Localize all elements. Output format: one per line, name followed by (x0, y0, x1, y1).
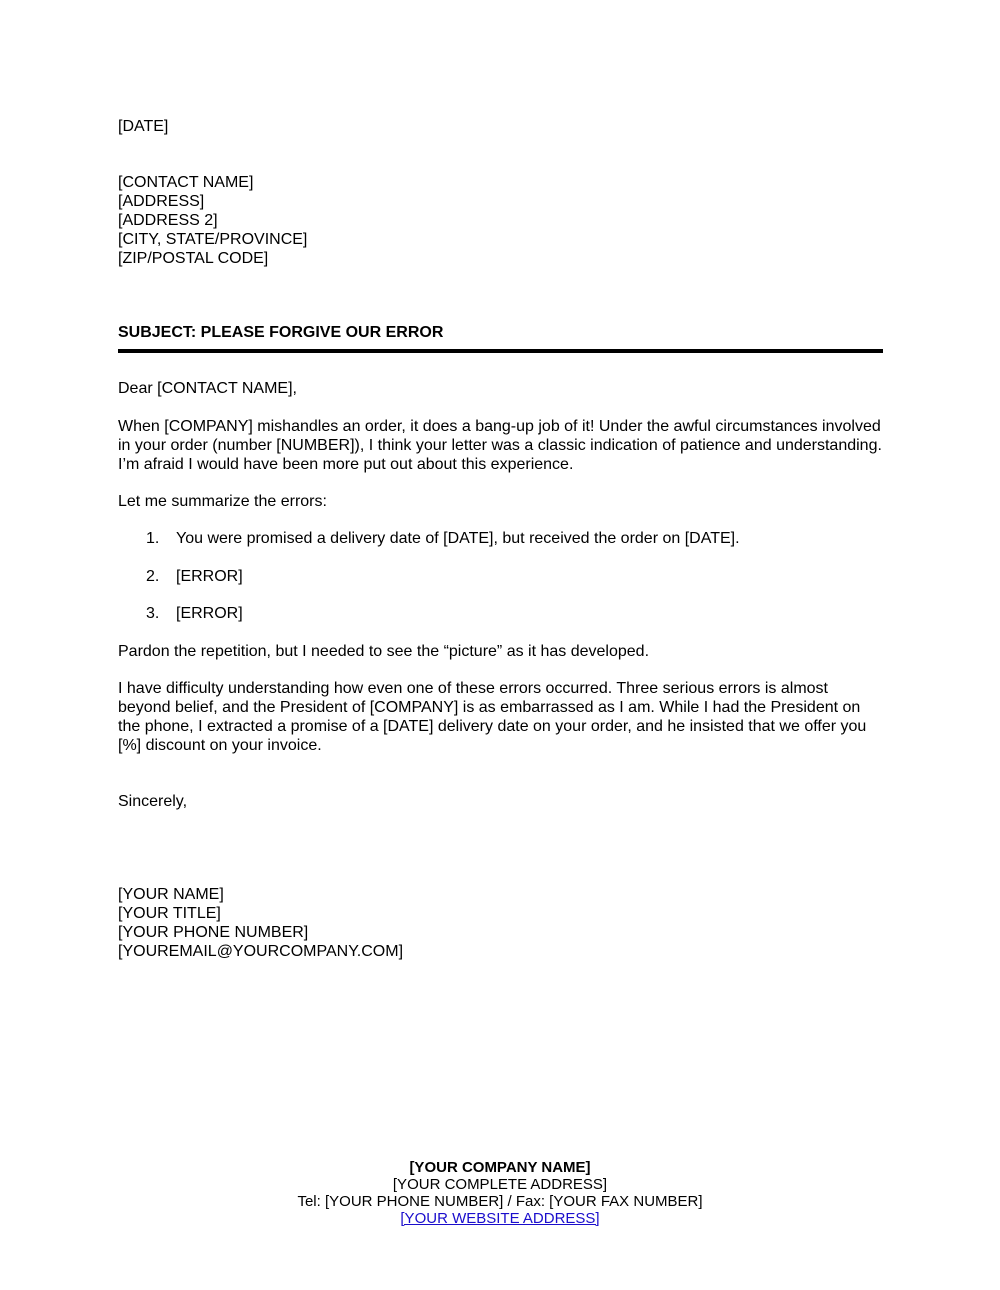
list-number: 3. (146, 605, 160, 622)
footer-contact: Tel: [YOUR PHONE NUMBER] / Fax: [YOUR FAX NUMBER] (297, 1193, 703, 1210)
signature-email: [YOUREMAIL@YOURCOMPANY.COM] (118, 943, 404, 960)
closing-text: Sincerely, (118, 793, 188, 810)
recipient-city-state: [CITY, STATE/PROVINCE] (118, 231, 308, 248)
recipient-address-block (118, 173, 883, 268)
list-text: [ERROR] (176, 568, 243, 585)
date-text: [DATE] (118, 118, 169, 135)
paragraph-3-text: I have difficulty understanding how even one of these errors occurred. Three serious errors is almost beyond belief, and the President of [COMPANY] is as embarrassed as I am. While I had the President on the phone, I extracted a promise of a [DATE] delivery date on your order, and he insisted that we offer you [%] discount on your invoice. (118, 680, 867, 754)
subject-text: SUBJECT: PLEASE FORGIVE OUR ERROR (118, 324, 444, 341)
closing (118, 792, 883, 811)
recipient-address: [ADDRESS] (118, 193, 205, 210)
error-list-item (118, 529, 883, 548)
list-number: 2. (146, 568, 160, 585)
paragraph-2-text: Pardon the repetition, but I needed to see the “picture” as it has developed. (118, 643, 650, 660)
signature-name: [YOUR NAME] (118, 886, 224, 903)
error-list-item (118, 604, 883, 623)
paragraph-1-text: When [COMPANY] mishandles an order, it does a bang-up job of it! Under the awful circumstances involved in your order (number [NUMBER]), I think your letter was a classic indication of patience and understanding. I’m afraid I would have been more put out about this experience. (118, 418, 882, 473)
letterhead-footer (0, 1159, 1000, 1227)
footer-company-name: [YOUR COMPANY NAME] (409, 1159, 591, 1176)
signature-title: [YOUR TITLE] (118, 905, 221, 922)
salutation (118, 379, 883, 398)
error-list-item (118, 567, 883, 586)
subject-line (118, 323, 883, 342)
footer-website-link[interactable]: [YOUR WEBSITE ADDRESS] (400, 1210, 600, 1227)
body-paragraph-2 (118, 642, 883, 661)
subject-divider (118, 349, 883, 353)
letter-date (118, 117, 883, 136)
signature-phone: [YOUR PHONE NUMBER] (118, 924, 309, 941)
body-paragraph-1 (118, 417, 883, 474)
list-text: You were promised a delivery date of [DATE], but received the order on [DATE]. (176, 530, 740, 547)
list-number: 1. (146, 530, 160, 547)
recipient-zip: [ZIP/POSTAL CODE] (118, 250, 269, 267)
errors-intro (118, 492, 883, 511)
recipient-name: [CONTACT NAME] (118, 174, 254, 191)
body-paragraph-3 (118, 679, 883, 755)
signature-block (118, 885, 883, 961)
list-text: [ERROR] (176, 605, 243, 622)
salutation-text: Dear [CONTACT NAME], (118, 380, 297, 397)
footer-address: [YOUR COMPLETE ADDRESS] (392, 1176, 608, 1193)
errors-intro-text: Let me summarize the errors: (118, 493, 327, 510)
recipient-address-2: [ADDRESS 2] (118, 212, 218, 229)
